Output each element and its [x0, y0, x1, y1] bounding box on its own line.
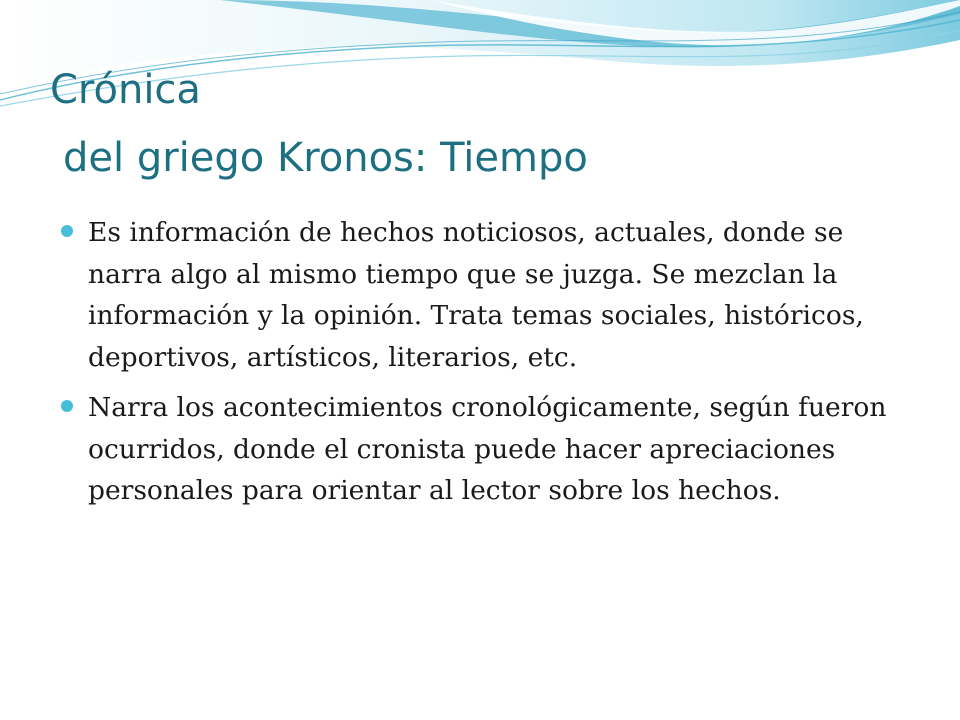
bullet-dot-icon [61, 225, 73, 237]
bullet-item [58, 387, 918, 512]
bullet-list [58, 212, 918, 521]
title-line-2: del griego Kronos: Tiempo [63, 135, 588, 181]
bullet-dot-icon [61, 400, 73, 412]
title-line-1: Crónica [50, 67, 201, 113]
bullet-item [58, 212, 918, 378]
slide-title [50, 56, 930, 192]
bullet-text: Narra los acontecimientos cronológicamente, según fueron ocurridos, donde el cronista puede hacer apreciaciones personales para orientar al lector sobre los hechos. [88, 392, 887, 506]
bullet-text: Es información de hechos noticiosos, actuales, donde se narra algo al mismo tiempo que se juzga. Se mezclan la información y la opinión. Trata temas sociales, históricos, deportivos, artísticos, literarios, etc. [88, 217, 864, 373]
